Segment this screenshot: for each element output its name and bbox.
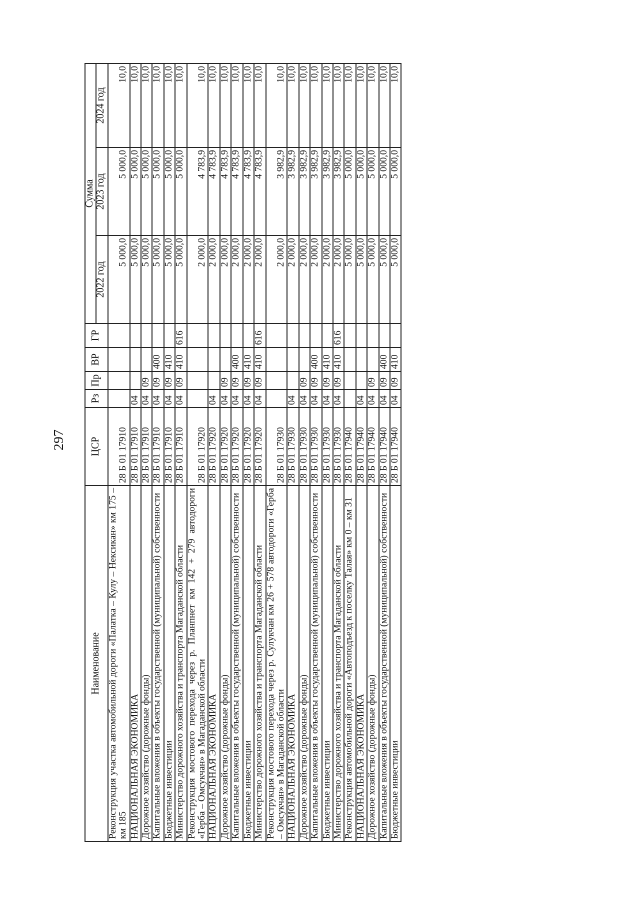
cell-name: Министерство дорожного хозяйства и транспорта Магаданской области: [333, 486, 344, 842]
cell-2023: 3 982,9: [322, 148, 333, 236]
cell-pr: 09: [231, 372, 242, 390]
cell-2024: 10,0: [208, 64, 219, 148]
cell-csr: 28 Б 01 17940: [379, 408, 390, 486]
cell-2022: 2 000,0: [243, 236, 254, 324]
cell-vr: [356, 348, 367, 372]
cell-vr: 400: [379, 348, 390, 372]
cell-csr: 28 Б 01 17910: [108, 408, 130, 486]
cell-pr: 09: [141, 372, 152, 390]
cell-rz: 04: [243, 390, 254, 408]
cell-2023: 5 000,0: [141, 148, 152, 236]
cell-csr: 28 Б 01 17930: [266, 408, 288, 486]
cell-name: НАЦИОНАЛЬНАЯ ЭКОНОМИКА: [130, 486, 141, 842]
cell-2023: 5 000,0: [367, 148, 378, 236]
table-row: [287, 64, 298, 842]
cell-2023: 5 000,0: [390, 148, 401, 236]
header-summa: Сумма: [85, 64, 96, 324]
cell-2022: 5 000,0: [367, 236, 378, 324]
cell-rz: 04: [152, 390, 163, 408]
cell-2024: 10,0: [390, 64, 401, 148]
cell-pr: 09: [310, 372, 321, 390]
table-row: [344, 64, 355, 842]
cell-rz: [187, 390, 209, 408]
cell-name: Дорожное хозяйство (дорожные фонды): [299, 486, 310, 842]
cell-gr: [287, 324, 298, 348]
cell-2022: 2 000,0: [187, 236, 209, 324]
cell-pr: [108, 372, 130, 390]
cell-vr: [266, 348, 288, 372]
cell-2024: 10,0: [310, 64, 321, 148]
cell-2023: 4 783,9: [208, 148, 219, 236]
cell-gr: 616: [254, 324, 265, 348]
table-row: [175, 64, 186, 842]
cell-gr: [231, 324, 242, 348]
cell-2023: 5 000,0: [152, 148, 163, 236]
cell-gr: [390, 324, 401, 348]
cell-2023: 5 000,0: [175, 148, 186, 236]
table-row: [310, 64, 321, 842]
cell-2024: 10,0: [220, 64, 231, 148]
cell-rz: [108, 390, 130, 408]
cell-pr: 09: [175, 372, 186, 390]
cell-2024: 10,0: [187, 64, 209, 148]
header-rz: Рз: [85, 390, 108, 408]
cell-rz: 04: [254, 390, 265, 408]
cell-2024: 10,0: [356, 64, 367, 148]
cell-pr: 09: [254, 372, 265, 390]
cell-gr: [130, 324, 141, 348]
cell-gr: [164, 324, 175, 348]
cell-gr: 616: [333, 324, 344, 348]
cell-vr: [287, 348, 298, 372]
cell-csr: 28 Б 01 17910: [175, 408, 186, 486]
cell-vr: 410: [333, 348, 344, 372]
cell-name: Бюджетные инвестиции: [164, 486, 175, 842]
cell-2024: 10,0: [287, 64, 298, 148]
page-number: 297: [52, 429, 67, 451]
header-2022: 2022 год: [96, 236, 107, 324]
table-row: [322, 64, 333, 842]
cell-2024: 10,0: [175, 64, 186, 148]
cell-name: Бюджетные инвестиции: [322, 486, 333, 842]
cell-name: Министерство дорожного хозяйства и транспорта Магаданской области: [254, 486, 265, 842]
cell-2024: 10,0: [266, 64, 288, 148]
cell-2022: 2 000,0: [333, 236, 344, 324]
cell-rz: 04: [322, 390, 333, 408]
table-row: [187, 64, 209, 842]
cell-2023: 4 783,9: [220, 148, 231, 236]
table-row: [231, 64, 242, 842]
cell-gr: [152, 324, 163, 348]
table-row: [164, 64, 175, 842]
rotated-table-container: [85, 64, 556, 842]
cell-pr: 09: [164, 372, 175, 390]
cell-csr: 28 Б 01 17930: [333, 408, 344, 486]
cell-2022: 5 000,0: [108, 236, 130, 324]
cell-2022: 5 000,0: [164, 236, 175, 324]
cell-csr: 28 Б 01 17920: [187, 408, 209, 486]
table-body: [108, 64, 402, 842]
cell-csr: 28 Б 01 17940: [367, 408, 378, 486]
cell-csr: 28 Б 01 17920: [208, 408, 219, 486]
cell-pr: 09: [152, 372, 163, 390]
table-row: [333, 64, 344, 842]
table-row: [130, 64, 141, 842]
cell-2024: 10,0: [108, 64, 130, 148]
cell-rz: 04: [299, 390, 310, 408]
cell-name: Дорожное хозяйство (дорожные фонды): [141, 486, 152, 842]
cell-name: Реконструкция мостового перехода через р. Сулукчан км 26 + 578 автодороги «Герба – Омсукчан» в Магаданской области: [266, 486, 288, 842]
cell-vr: 410: [175, 348, 186, 372]
cell-2022: 2 000,0: [266, 236, 288, 324]
cell-pr: 09: [390, 372, 401, 390]
cell-gr: [344, 324, 355, 348]
cell-vr: [187, 348, 209, 372]
cell-rz: [344, 390, 355, 408]
cell-csr: 28 Б 01 17930: [322, 408, 333, 486]
cell-2024: 10,0: [333, 64, 344, 148]
table-row: [266, 64, 288, 842]
cell-vr: 410: [390, 348, 401, 372]
cell-pr: [187, 372, 209, 390]
cell-2024: 10,0: [164, 64, 175, 148]
cell-rz: 04: [287, 390, 298, 408]
header-2024: 2024 год: [96, 64, 107, 148]
cell-rz: 04: [141, 390, 152, 408]
table-row: [152, 64, 163, 842]
header-name: Наименование: [85, 486, 108, 842]
header-pr: Пр: [85, 372, 108, 390]
cell-csr: 28 Б 01 17940: [356, 408, 367, 486]
cell-vr: 400: [310, 348, 321, 372]
cell-pr: 09: [379, 372, 390, 390]
cell-vr: [220, 348, 231, 372]
cell-csr: 28 Б 01 17930: [299, 408, 310, 486]
cell-gr: [379, 324, 390, 348]
header-gr: ГР: [85, 324, 108, 348]
cell-2022: 5 000,0: [390, 236, 401, 324]
cell-2022: 5 000,0: [379, 236, 390, 324]
table-row: [254, 64, 265, 842]
cell-csr: 28 Б 01 17940: [344, 408, 355, 486]
cell-2023: 3 982,9: [333, 148, 344, 236]
cell-name: Капитальные вложения в объекты государственной (муниципальной) собственности: [310, 486, 321, 842]
cell-gr: [299, 324, 310, 348]
cell-name: Реконструкция мостового перехода через р. Планпнет км 142 + 279 автодороги «Герба – Омсукчан» в Магаданской области: [187, 486, 209, 842]
cell-2023: 5 000,0: [108, 148, 130, 236]
cell-2022: 2 000,0: [322, 236, 333, 324]
cell-rz: 04: [164, 390, 175, 408]
cell-name: НАЦИОНАЛЬНАЯ ЭКОНОМИКА: [356, 486, 367, 842]
cell-vr: 410: [254, 348, 265, 372]
cell-vr: 410: [164, 348, 175, 372]
cell-gr: [356, 324, 367, 348]
cell-gr: [187, 324, 209, 348]
cell-pr: 09: [367, 372, 378, 390]
cell-rz: 04: [130, 390, 141, 408]
table-row: [108, 64, 130, 842]
table-row: [299, 64, 310, 842]
cell-2022: 2 000,0: [299, 236, 310, 324]
cell-rz: 04: [379, 390, 390, 408]
cell-2022: 2 000,0: [220, 236, 231, 324]
cell-vr: [130, 348, 141, 372]
cell-name: Дорожное хозяйство (дорожные фонды): [367, 486, 378, 842]
cell-csr: 28 Б 01 17920: [243, 408, 254, 486]
cell-2022: 2 000,0: [254, 236, 265, 324]
cell-name: НАЦИОНАЛЬНАЯ ЭКОНОМИКА: [287, 486, 298, 842]
cell-vr: [141, 348, 152, 372]
table-row: [141, 64, 152, 842]
cell-gr: [322, 324, 333, 348]
cell-pr: 09: [299, 372, 310, 390]
cell-gr: [108, 324, 130, 348]
cell-2023: 3 982,9: [287, 148, 298, 236]
cell-2023: 4 783,9: [187, 148, 209, 236]
cell-2022: 2 000,0: [208, 236, 219, 324]
cell-gr: [220, 324, 231, 348]
cell-name: Капитальные вложения в объекты государственной (муниципальной) собственности: [152, 486, 163, 842]
cell-2022: 5 000,0: [152, 236, 163, 324]
cell-2023: 4 783,9: [254, 148, 265, 236]
cell-pr: [208, 372, 219, 390]
cell-pr: [266, 372, 288, 390]
cell-2024: 10,0: [243, 64, 254, 148]
cell-vr: [367, 348, 378, 372]
cell-vr: [344, 348, 355, 372]
table-header: [85, 64, 108, 842]
cell-2022: 5 000,0: [130, 236, 141, 324]
cell-2024: 10,0: [254, 64, 265, 148]
cell-csr: 28 Б 01 17930: [287, 408, 298, 486]
cell-csr: 28 Б 01 17910: [141, 408, 152, 486]
table-row: [208, 64, 219, 842]
cell-pr: 09: [243, 372, 254, 390]
cell-2024: 10,0: [367, 64, 378, 148]
cell-2024: 10,0: [141, 64, 152, 148]
cell-2024: 10,0: [130, 64, 141, 148]
cell-vr: [299, 348, 310, 372]
cell-rz: 04: [220, 390, 231, 408]
cell-2023: 4 783,9: [243, 148, 254, 236]
cell-rz: 04: [231, 390, 242, 408]
cell-2024: 10,0: [231, 64, 242, 148]
cell-2023: 5 000,0: [164, 148, 175, 236]
cell-vr: 410: [322, 348, 333, 372]
cell-gr: [367, 324, 378, 348]
cell-rz: 04: [175, 390, 186, 408]
cell-pr: [287, 372, 298, 390]
cell-pr: [356, 372, 367, 390]
table-row: [390, 64, 401, 842]
cell-rz: 04: [356, 390, 367, 408]
cell-pr: 09: [220, 372, 231, 390]
header-vr: ВР: [85, 348, 108, 372]
cell-vr: 410: [243, 348, 254, 372]
cell-2023: 3 982,9: [299, 148, 310, 236]
cell-rz: [266, 390, 288, 408]
cell-pr: 09: [322, 372, 333, 390]
cell-2023: 3 982,9: [266, 148, 288, 236]
cell-vr: 400: [231, 348, 242, 372]
cell-gr: [141, 324, 152, 348]
cell-name: Капитальные вложения в объекты государственной (муниципальной) собственности: [231, 486, 242, 842]
cell-csr: 28 Б 01 17910: [152, 408, 163, 486]
table-row: [243, 64, 254, 842]
cell-csr: 28 Б 01 17920: [254, 408, 265, 486]
cell-rz: 04: [310, 390, 321, 408]
cell-csr: 28 Б 01 17920: [231, 408, 242, 486]
cell-2023: 5 000,0: [130, 148, 141, 236]
cell-2022: 5 000,0: [141, 236, 152, 324]
cell-2024: 10,0: [299, 64, 310, 148]
table-row: [356, 64, 367, 842]
cell-gr: [243, 324, 254, 348]
cell-2024: 10,0: [379, 64, 390, 148]
cell-csr: 28 Б 01 17910: [164, 408, 175, 486]
cell-name: Дорожное хозяйство (дорожные фонды): [220, 486, 231, 842]
cell-rz: 04: [333, 390, 344, 408]
cell-pr: [344, 372, 355, 390]
cell-gr: [266, 324, 288, 348]
table-row: [379, 64, 390, 842]
cell-name: НАЦИОНАЛЬНАЯ ЭКОНОМИКА: [208, 486, 219, 842]
cell-csr: 28 Б 01 17910: [130, 408, 141, 486]
cell-pr: 09: [333, 372, 344, 390]
cell-2022: 2 000,0: [310, 236, 321, 324]
cell-2024: 10,0: [344, 64, 355, 148]
cell-vr: [208, 348, 219, 372]
cell-gr: [310, 324, 321, 348]
cell-csr: 28 Б 01 17920: [220, 408, 231, 486]
cell-2022: 2 000,0: [287, 236, 298, 324]
cell-vr: 400: [152, 348, 163, 372]
cell-2023: 5 000,0: [379, 148, 390, 236]
cell-name: Реконструкция автомобильной дороги «Автоподъезд к поселку Талая» км 0 – км 31: [344, 486, 355, 842]
cell-2023: 4 783,9: [231, 148, 242, 236]
cell-rz: 04: [208, 390, 219, 408]
cell-name: Министерство дорожного хозяйства и транспорта Магаданской области: [175, 486, 186, 842]
cell-csr: 28 Б 01 17940: [390, 408, 401, 486]
table-row: [367, 64, 378, 842]
cell-vr: [108, 348, 130, 372]
cell-name: Капитальные вложения в объекты государственной (муниципальной) собственности: [379, 486, 390, 842]
cell-pr: [130, 372, 141, 390]
table-row: [220, 64, 231, 842]
cell-2024: 10,0: [152, 64, 163, 148]
header-2023: 2023 год: [96, 148, 107, 236]
cell-rz: 04: [367, 390, 378, 408]
cell-gr: 616: [175, 324, 186, 348]
cell-2022: 5 000,0: [344, 236, 355, 324]
cell-2022: 5 000,0: [356, 236, 367, 324]
cell-name: Бюджетные инвестиции: [243, 486, 254, 842]
budget-table: [85, 63, 402, 842]
cell-2023: 3 982,9: [310, 148, 321, 236]
cell-2022: 2 000,0: [231, 236, 242, 324]
cell-2023: 5 000,0: [356, 148, 367, 236]
cell-2022: 5 000,0: [175, 236, 186, 324]
cell-csr: 28 Б 01 17930: [310, 408, 321, 486]
cell-gr: [208, 324, 219, 348]
cell-2023: 5 000,0: [344, 148, 355, 236]
header-csr: ЦСР: [85, 408, 108, 486]
cell-name: Бюджетные инвестиции: [390, 486, 401, 842]
cell-2024: 10,0: [322, 64, 333, 148]
cell-rz: 04: [390, 390, 401, 408]
cell-name: Реконструкция участка автомобильной дороги «Палатка – Кулу – Нексикан» км 175 – км 185: [108, 486, 130, 842]
